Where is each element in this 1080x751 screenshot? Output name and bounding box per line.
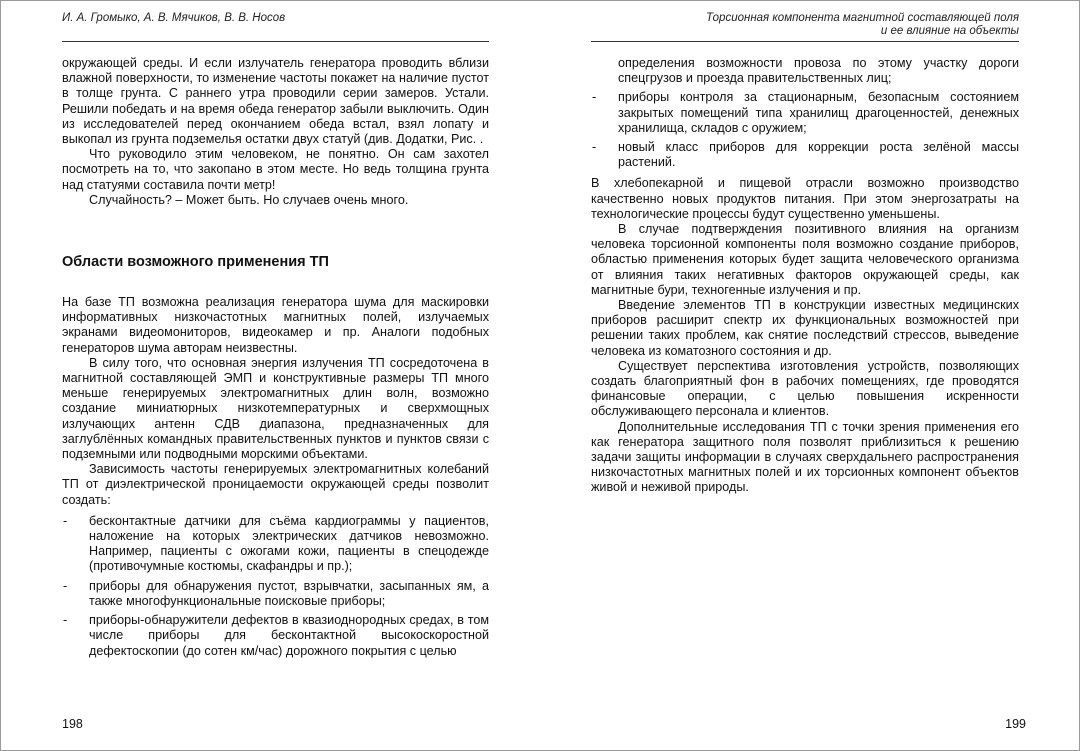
page-number: 199	[1005, 717, 1026, 731]
paragraph: В случае подтверждения позитивного влияния на организм человека торсионной компоненты поля возможно создание приборов, областью применения которых будет защита человеческого организма от влияния таких негативных факторов окружающей среды, как магнитные бури, техногенные излучения и пр.	[591, 222, 1019, 297]
header-line: и ее влияние на объекты	[880, 25, 1019, 37]
list-item: - приборы для обнаружения пустот, взрывчатки, засыпанных ям, а также многофункциональные поисковые приборы;	[62, 579, 489, 609]
paragraph: Случайность? – Может быть. Но случаев очень много.	[89, 192, 409, 207]
paragraph: Зависимость частоты генерируемых электромагнитных колебаний ТП от диэлектрической проницаемости окружающей среды позволит создать:	[62, 462, 489, 507]
paragraph: Что руководило этим человеком, не понятно. Он сам захотел посмотреть на то, что закопано в этом месте. Но ведь толщина грунта над статуями составила почти метр!	[62, 147, 489, 192]
applications-list	[62, 514, 489, 659]
paragraph: В хлебопекарной и пищевой отрасли возможно производство качественно новых продуктов питания. При этом энергозатраты на технологические процессы будут существенно уменьшены.	[591, 176, 1019, 221]
paragraph: Существует перспектива изготовления устройств, позволяющих создать благоприятный фон в рабочих помещениях, где проводятся финансовые операции, с целью повышения искренности обслуживающего персонала и клиентов.	[591, 358, 1019, 419]
header-line: Торсионная компонента магнитной составляющей поля	[706, 12, 1019, 24]
left-page	[1, 1, 541, 750]
header-rule	[62, 41, 489, 42]
paragraph: В силу того, что основная энергия излучения ТП сосредоточена в магнитной составляющей ЭМП и конструктивные размеры ТП много меньше генерируемых электромагнитных длин волн, возможно создание миниатюрных низкотемпературных и сверхмощных излучающих антенн СДВ диапазона, предназначенных для заглублённых командных правительственных пунктов и пунктов связи с подземными или подводными морскими объектами.	[62, 355, 489, 462]
header-rule	[591, 41, 1019, 42]
running-header-title	[706, 12, 1019, 38]
paragraph: Введение элементов ТП в конструкции известных медицинских приборов расширит спектр их функциональных возможностей при решении таких проблем, как снятие последствий стрессов, выведение человека из коматозного состояния и др.	[591, 298, 1019, 358]
paragraph: окружающей среды. И если излучатель генератора проводить вблизи влажной поверхности, то изменение частоты покажет на наличие пустот в толще грунта. С раннего утра проводили серии замеров. Устали. Решили победать и на время обеда генератор забыли выключить. Один из исследователей перед окончанием обеда встал, взял лопату и выкопал из грунта подземелья остатки двух статуй (див. Додатки, Рис. .	[62, 56, 489, 147]
right-page	[541, 1, 1079, 750]
applications-list	[591, 90, 1019, 170]
section-title: Области возможного применения ТП	[62, 254, 329, 271]
page-number: 198	[62, 717, 83, 731]
list-item: - приборы-обнаружители дефектов в квазиоднородных средах, в том числе приборы для бесконтактной высокоскоростной дефектоскопии (до сотен км/час) дорожного покрытия с целью	[62, 613, 489, 659]
running-header-authors: И. А. Громыко, А. В. Мячиков, В. В. Носов	[62, 12, 286, 24]
list-item: - новый класс приборов для коррекции роста зелёной массы растений.	[591, 140, 1019, 170]
right-page-body	[591, 56, 1019, 496]
list-item: - приборы контроля за стационарным, безопасным состоянием закрытых помещений типа хранилищ драгоценностей, денежных хранилища, складов с оружием;	[591, 90, 1019, 136]
left-page-body	[62, 56, 489, 663]
paragraph: Дополнительные исследования ТП с точки зрения применения его как генератора защитного поля позволят приблизиться к решению задачи защиты информации в случаях сверхдальнего распространения низкочастотных магнитных полей и их торсионных компонент объектов живой и неживой природы.	[591, 419, 1019, 495]
paragraph: На базе ТП возможна реализация генератора шума для маскировки информативных низкочастотных магнитных полей, излучаемых экранами видеомониторов, видеокамер и пр. Аналоги подобных генераторов шума авторам неизвестны.	[62, 295, 489, 355]
list-item-continuation: определения возможности провоза по этому участку дороги спецгрузов и проезда правительственных лиц;	[618, 56, 1019, 86]
list-item: - бесконтактные датчики для съёма кардиограммы у пациентов, наложение на которых электрических датчиков невозможно. Например, пациенты с ожогами кожи, пациенты в спецодежде (противочумные костюмы, скафандры и пр.);	[62, 514, 489, 575]
